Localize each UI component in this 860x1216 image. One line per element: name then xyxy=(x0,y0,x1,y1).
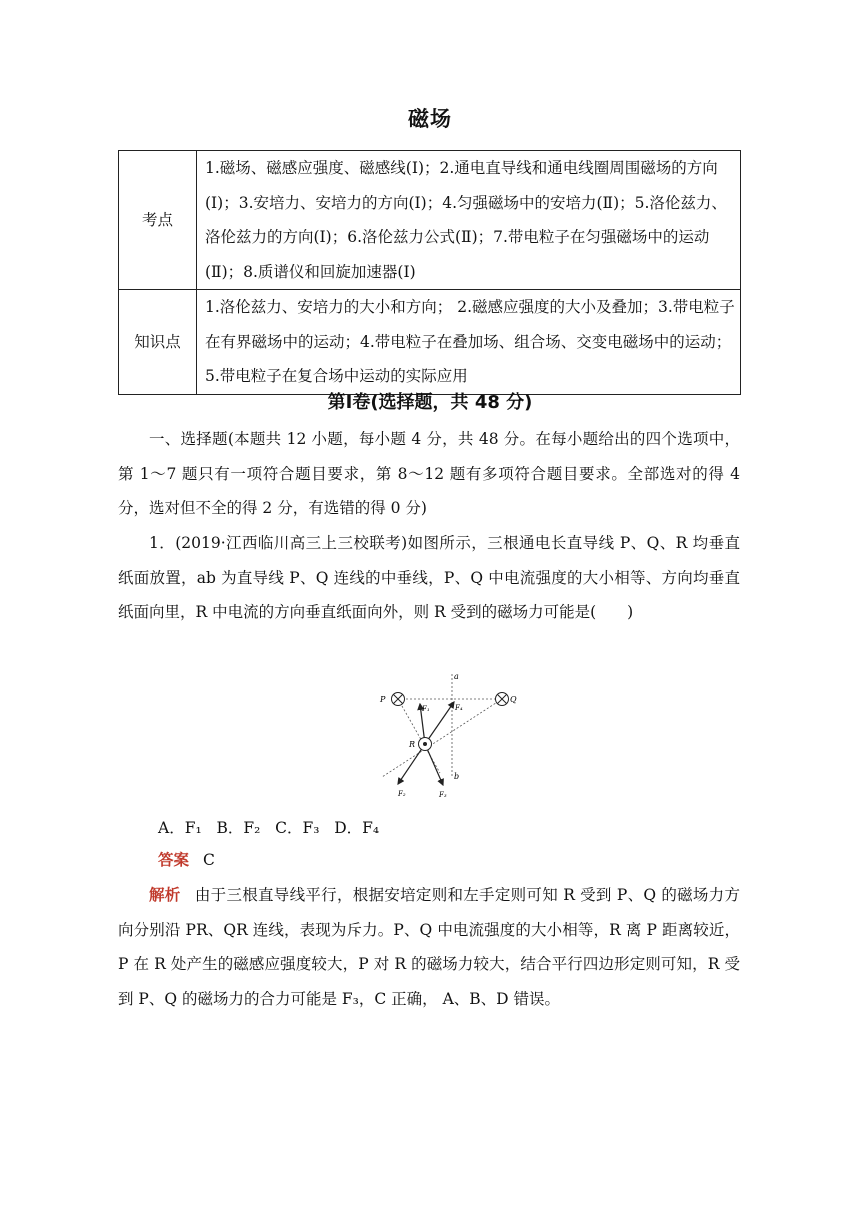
row-content-zhishidian: 1.洛伦兹力、安培力的大小和方向； 2.磁感应强度的大小及叠加；3.带电粒子在有界磁场中的运动；4.带电粒子在叠加场、组合场、交变电磁场中的运动；5.带电粒子在复合场中运动的实际应用 xyxy=(197,290,741,395)
table-row xyxy=(119,151,741,290)
row-header-zhishidian: 知识点 xyxy=(119,290,197,395)
label-r: R xyxy=(409,740,416,749)
answer-label: 答案 xyxy=(158,851,190,869)
row-header-kaodian: 考点 xyxy=(119,151,197,290)
page-title: 磁场 xyxy=(408,107,452,131)
answer-value: C xyxy=(203,851,215,869)
wire-r-out-of-page-icon xyxy=(419,738,432,751)
row-content-kaodian: 1.磁场、磁感应强度、磁感线(Ⅰ)；2.通电直导线和通电线圈周围磁场的方向(Ⅰ)；3.安培力、安培力的方向(Ⅰ)；4.匀强磁场中的安培力(Ⅱ)；5.洛伦兹力、洛伦兹力的方向(Ⅰ)；6.洛伦兹力公式(Ⅱ)；7.带电粒子在匀强磁场中的运动(Ⅱ)；8.质谱仪和回旋加速器(Ⅰ) xyxy=(197,151,741,290)
explanation-body: 由于三根直导线平行，根据安培定则和左手定则可知 R 受到 P、Q 的磁场力方向分别沿 PR、QR 连线，表现为斥力。P、Q 中电流强度的大小相等，R 离 P 距离较近，P 在 R 处产生的磁感应强度较大，P 对 R 的磁场力较大，结合平行四边形定则可知，R 受到 P、Q 的磁场力的合力可能是 F₃，C 正确， A、B、D 错误。 xyxy=(118,886,740,1008)
label-f1: F₁ xyxy=(422,705,430,713)
qr-line xyxy=(382,699,502,777)
answer-options: A．F₁ B．F₂ C．F₃ D．F₄ xyxy=(158,819,380,837)
force-diagram xyxy=(378,668,518,800)
label-f2: F₂ xyxy=(398,790,406,798)
label-q: Q xyxy=(510,695,517,704)
label-a: a xyxy=(454,672,459,681)
explanation-text xyxy=(118,878,740,1016)
question-text: 1．(2019·江西临川高三上三校联考)如图所示，三根通电长直导线 P、Q、R 均垂直纸面放置，ab 为直导线 P、Q 连线的中垂线，P、Q 中电流强度的大小相等、方向均垂直纸面向里，R 中电流的方向垂直纸面向外，则 R 受到的磁场力可能是( ) xyxy=(118,534,740,621)
table-row xyxy=(119,290,741,395)
label-f4: F₄ xyxy=(455,704,463,712)
wire-q-into-page-icon xyxy=(496,693,509,706)
pr-line xyxy=(398,699,440,773)
section-title: 第Ⅰ卷(选择题，共 48 分) xyxy=(327,392,533,413)
label-p: P xyxy=(380,695,386,704)
force-arrow-f2 xyxy=(398,744,425,784)
explanation-label: 解析 xyxy=(149,886,181,904)
label-b: b xyxy=(454,772,460,781)
answer-line xyxy=(158,846,215,874)
instructions-text: 一、选择题(本题共 12 小题，每小题 4 分，共 48 分。在每小题给出的四个选项中，第 1～7 题只有一项符合题目要求，第 8～12 题有多项符合题目要求。全部选对的得 4 分，选对但不全的得 2 分，有选错的得 0 分) xyxy=(118,430,740,517)
wire-p-into-page-icon xyxy=(392,693,405,706)
syllabus-table xyxy=(118,150,741,395)
label-f3: F₃ xyxy=(439,791,447,799)
